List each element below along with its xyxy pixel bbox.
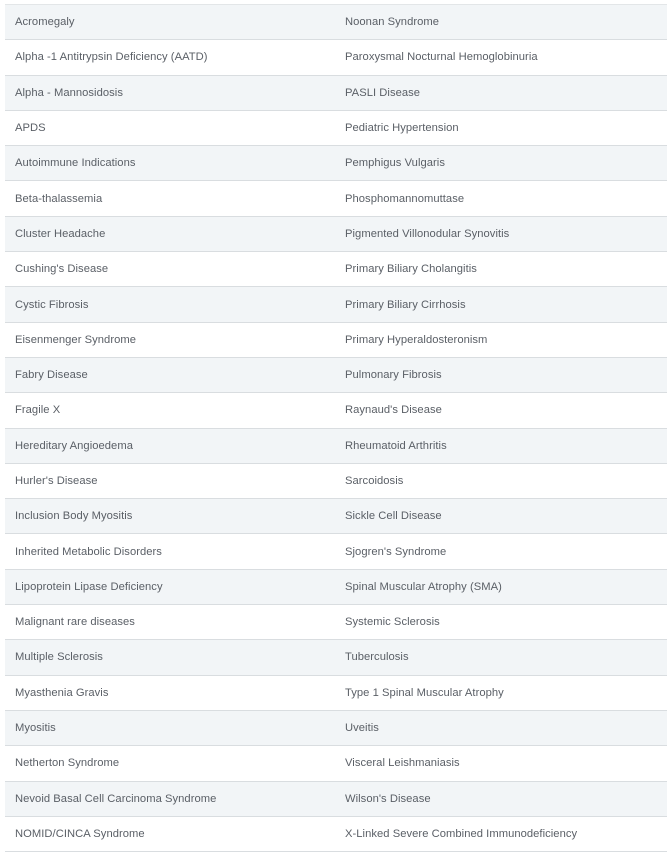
table-row	[5, 146, 667, 181]
table-row	[5, 746, 667, 781]
condition-cell-right: Wilson's Disease	[335, 781, 667, 816]
condition-cell-left: NOMID/CINCA Syndrome	[5, 816, 335, 851]
condition-cell-left: Alpha -1 Antitrypsin Deficiency (AATD)	[5, 40, 335, 75]
table-row	[5, 640, 667, 675]
table-row	[5, 287, 667, 322]
condition-cell-right: Rheumatoid Arthritis	[335, 428, 667, 463]
condition-cell-left: Eisenmenger Syndrome	[5, 322, 335, 357]
condition-cell-right: Tuberculosis	[335, 640, 667, 675]
conditions-table-container	[5, 4, 667, 852]
condition-cell-right: Uveitis	[335, 710, 667, 745]
condition-cell-right: Primary Biliary Cholangitis	[335, 252, 667, 287]
condition-cell-right: Pemphigus Vulgaris	[335, 146, 667, 181]
condition-cell-left: Hereditary Angioedema	[5, 428, 335, 463]
condition-cell-left: Myositis	[5, 710, 335, 745]
table-row	[5, 428, 667, 463]
condition-cell-left: Multiple Sclerosis	[5, 640, 335, 675]
condition-cell-left: Hurler's Disease	[5, 463, 335, 498]
condition-cell-left: Lipoprotein Lipase Deficiency	[5, 569, 335, 604]
table-row	[5, 357, 667, 392]
condition-cell-left: Inclusion Body Myositis	[5, 499, 335, 534]
table-row	[5, 499, 667, 534]
condition-cell-left: Acromegaly	[5, 5, 335, 40]
condition-cell-left: Beta-thalassemia	[5, 181, 335, 216]
condition-cell-left: Fragile X	[5, 393, 335, 428]
table-row	[5, 605, 667, 640]
condition-cell-left: APDS	[5, 110, 335, 145]
condition-cell-left: Inherited Metabolic Disorders	[5, 534, 335, 569]
condition-cell-left: Fabry Disease	[5, 357, 335, 392]
table-row	[5, 710, 667, 745]
table-row	[5, 75, 667, 110]
condition-cell-right: Primary Hyperaldosteronism	[335, 322, 667, 357]
table-row	[5, 252, 667, 287]
table-row	[5, 463, 667, 498]
condition-cell-right: Pulmonary Fibrosis	[335, 357, 667, 392]
table-row	[5, 569, 667, 604]
condition-cell-left: Myasthenia Gravis	[5, 675, 335, 710]
table-row	[5, 181, 667, 216]
table-row	[5, 216, 667, 251]
conditions-table	[5, 4, 667, 852]
table-row	[5, 393, 667, 428]
table-row	[5, 816, 667, 851]
condition-cell-right: Pediatric Hypertension	[335, 110, 667, 145]
conditions-table-body	[5, 5, 667, 852]
table-row	[5, 675, 667, 710]
condition-cell-right: Raynaud's Disease	[335, 393, 667, 428]
condition-cell-left: Nevoid Basal Cell Carcinoma Syndrome	[5, 781, 335, 816]
table-row	[5, 5, 667, 40]
condition-cell-right: Paroxysmal Nocturnal Hemoglobinuria	[335, 40, 667, 75]
condition-cell-left: Cystic Fibrosis	[5, 287, 335, 322]
condition-cell-left: Autoimmune Indications	[5, 146, 335, 181]
table-row	[5, 781, 667, 816]
condition-cell-right: Spinal Muscular Atrophy (SMA)	[335, 569, 667, 604]
condition-cell-right: X-Linked Severe Combined Immunodeficiency	[335, 816, 667, 851]
table-row	[5, 322, 667, 357]
condition-cell-right: Sickle Cell Disease	[335, 499, 667, 534]
condition-cell-right: Visceral Leishmaniasis	[335, 746, 667, 781]
condition-cell-right: Sarcoidosis	[335, 463, 667, 498]
condition-cell-left: Netherton Syndrome	[5, 746, 335, 781]
condition-cell-right: Noonan Syndrome	[335, 5, 667, 40]
condition-cell-left: Cushing's Disease	[5, 252, 335, 287]
condition-cell-right: Type 1 Spinal Muscular Atrophy	[335, 675, 667, 710]
condition-cell-right: Systemic Sclerosis	[335, 605, 667, 640]
table-row	[5, 534, 667, 569]
condition-cell-right: Primary Biliary Cirrhosis	[335, 287, 667, 322]
table-row	[5, 40, 667, 75]
table-row	[5, 110, 667, 145]
condition-cell-left: Cluster Headache	[5, 216, 335, 251]
condition-cell-right: PASLI Disease	[335, 75, 667, 110]
condition-cell-right: Phosphomannomuttase	[335, 181, 667, 216]
condition-cell-left: Malignant rare diseases	[5, 605, 335, 640]
condition-cell-right: Sjogren's Syndrome	[335, 534, 667, 569]
condition-cell-right: Pigmented Villonodular Synovitis	[335, 216, 667, 251]
condition-cell-left: Alpha - Mannosidosis	[5, 75, 335, 110]
